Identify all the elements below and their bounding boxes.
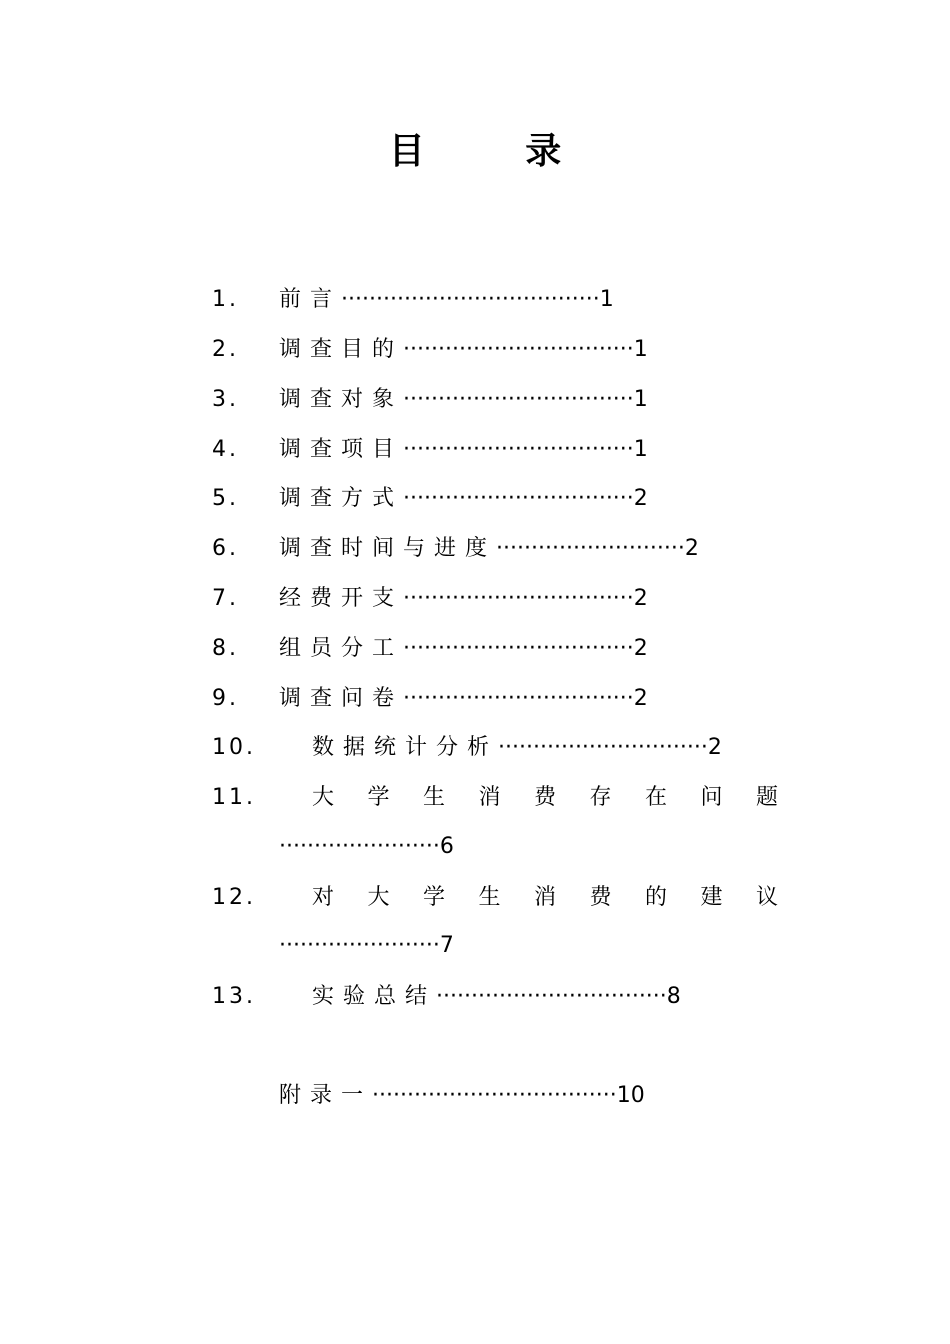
toc-entry-title: 调查项目·································1: [279, 437, 648, 462]
toc-entry-number: 10.: [212, 735, 256, 760]
toc-entry-page: 8: [666, 984, 681, 1009]
toc-entry-number: 13.: [212, 984, 256, 1009]
toc-entry-page: 1: [633, 437, 648, 462]
dot-leader: ·································: [403, 686, 634, 711]
toc-entry-title: 附录一···································10: [279, 1083, 645, 1108]
toc-entry-number: 7.: [212, 586, 239, 611]
toc-entry-page: 1: [633, 337, 648, 362]
toc-entry-page: 2: [633, 686, 648, 711]
toc-entry-number: 12.: [212, 885, 256, 910]
toc-entry-title: 大学生消费存在问题: [312, 785, 812, 810]
toc-entry-title: 组员分工·································2: [279, 636, 648, 661]
dot-leader: ·································: [403, 387, 634, 412]
toc-entry-number: 6.: [212, 536, 239, 561]
toc-entry-page: 6: [439, 834, 454, 859]
dot-leader: ·································: [436, 984, 667, 1009]
dot-leader: ·································: [403, 586, 634, 611]
toc-entry-title: 调查对象·································1: [279, 387, 648, 412]
toc-entry-number: 2.: [212, 337, 239, 362]
toc-entry-page: 1: [599, 287, 614, 312]
toc-entry-title: 经费开支·································2: [279, 586, 648, 611]
toc-entry-title: 调查时间与进度···························2: [279, 536, 699, 561]
toc-entry-page: 2: [633, 586, 648, 611]
dot-leader: ······························: [498, 735, 708, 760]
toc-entry-number: 9.: [212, 686, 239, 711]
toc-entry-number: 11.: [212, 785, 256, 810]
toc-entry-title: 调查方式·································2: [279, 486, 648, 511]
toc-entry-page: 2: [633, 636, 648, 661]
dot-leader: ···························: [496, 536, 685, 561]
dot-leader: ·······················: [279, 933, 440, 958]
toc-entry-number: 8.: [212, 636, 239, 661]
toc-entry-page: 7: [439, 933, 454, 958]
toc-entry-number: 1.: [212, 287, 239, 312]
toc-entry-title: 调查目的·································1: [279, 337, 648, 362]
dot-leader: ·····································: [341, 287, 600, 312]
dot-leader: ···································: [372, 1083, 617, 1108]
toc-entry-title: 调查问卷·································2: [279, 686, 648, 711]
toc-entry-number: 3.: [212, 387, 239, 412]
dot-leader: ·································: [403, 337, 634, 362]
dot-leader: ·······················: [279, 834, 440, 859]
toc-entry-number: 5.: [212, 486, 239, 511]
toc-entry-page: 10: [616, 1083, 645, 1108]
dot-leader: ·································: [403, 486, 634, 511]
toc-entry-number: 4.: [212, 437, 239, 462]
toc-entry-title: 实验总结·································8: [312, 984, 681, 1009]
toc-entry-title: 前言·····································1: [279, 287, 614, 312]
toc-entry-title: 数据统计分析······························2: [312, 735, 722, 760]
page-title: 目 录: [388, 131, 606, 172]
toc-entry-page: 2: [633, 486, 648, 511]
toc-entry-page: 2: [684, 536, 699, 561]
toc-entry-page: 2: [707, 735, 722, 760]
toc-entry-page: 1: [633, 387, 648, 412]
toc-entry-title: 对大学生消费的建议: [312, 885, 812, 910]
dot-leader: ·································: [403, 636, 634, 661]
dot-leader: ·································: [403, 437, 634, 462]
